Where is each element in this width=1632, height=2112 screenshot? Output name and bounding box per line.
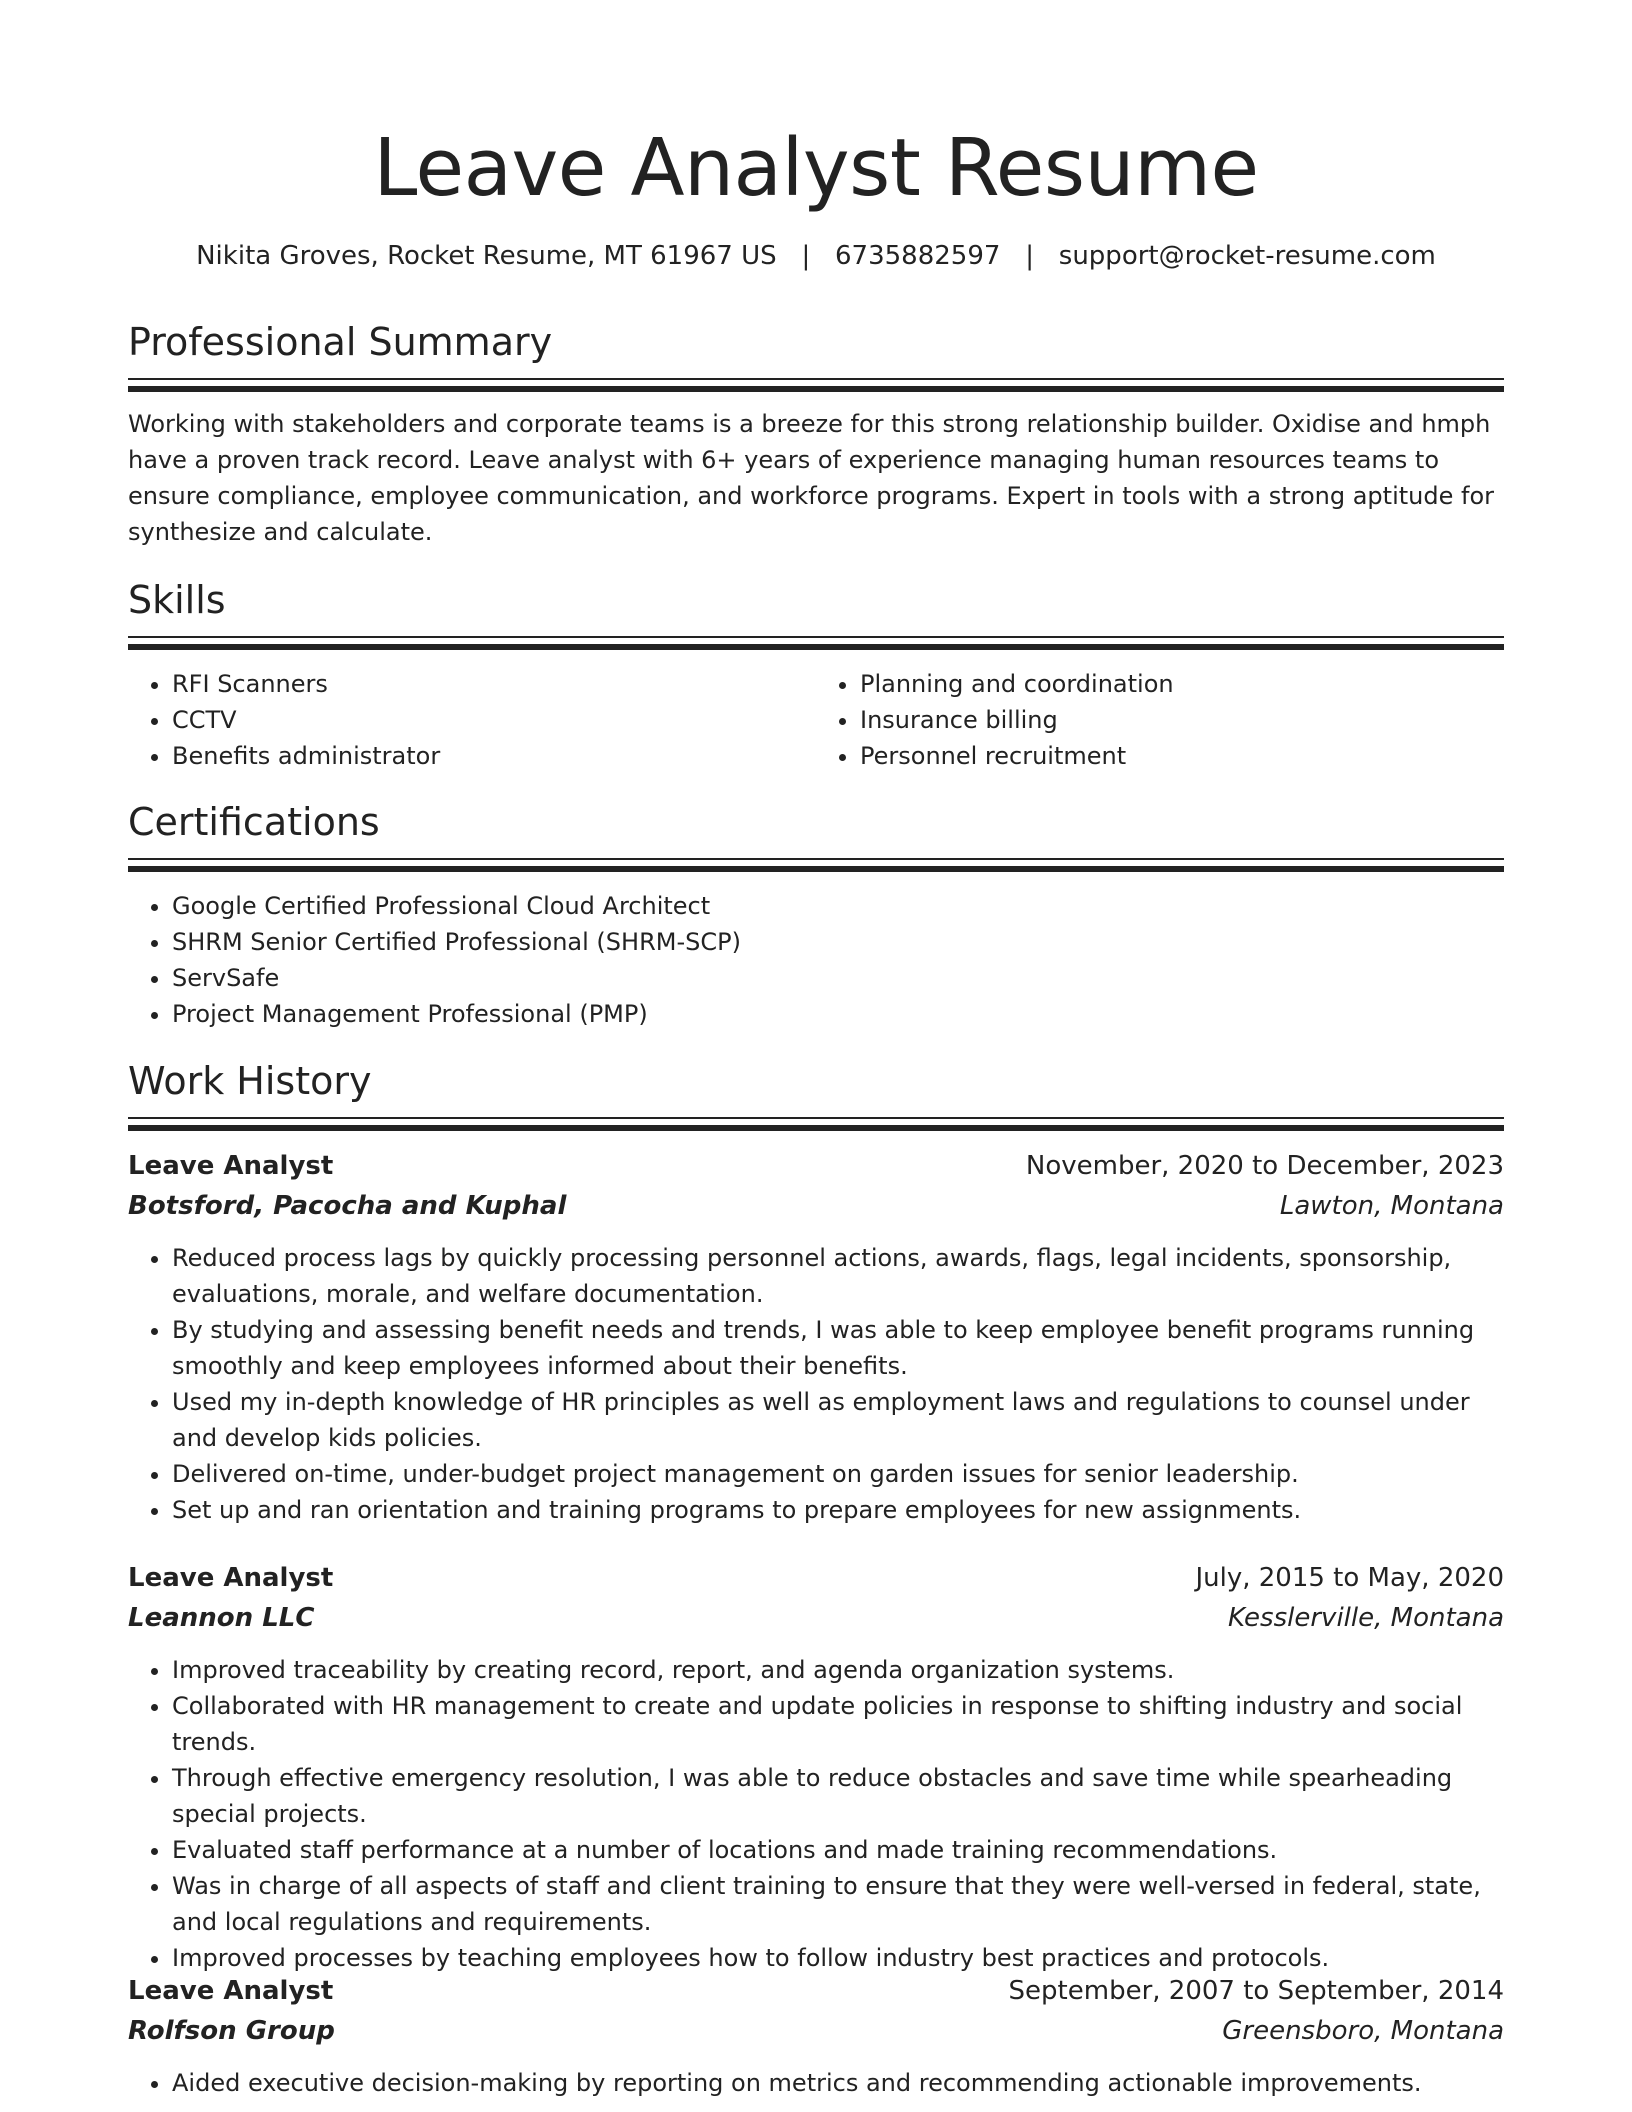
certification-item: • Google Certified Professional Cloud Architect <box>172 888 1504 924</box>
section-divider-thick <box>128 386 1504 392</box>
job-location: Kesslerville, Montana <box>1227 1603 1504 1633</box>
job-bullet: • Delivered on-time, under-budget project management on garden issues for senior leadership. <box>172 1456 1504 1492</box>
contact-separator: | <box>1025 241 1034 271</box>
skills-columns <box>128 666 1504 774</box>
certifications-heading: Certifications <box>128 800 380 844</box>
job-subheader <box>128 1186 1504 1226</box>
work-history-section <box>128 1056 1504 1131</box>
summary-heading: Professional Summary <box>128 320 553 364</box>
job-bullets <box>128 2065 1504 2101</box>
contact-phone: 6735882597 <box>835 241 1001 271</box>
job-header <box>128 1146 1504 1186</box>
certification-item: • Project Management Professional (PMP) <box>172 996 1504 1032</box>
skill-item: • Insurance billing <box>860 702 1504 738</box>
job-company: Botsford, Pacocha and Kuphal <box>128 1191 567 1221</box>
job-entry <box>128 1971 1504 2101</box>
job-dates: November, 2020 to December, 2023 <box>1025 1151 1504 1181</box>
skill-item: • RFI Scanners <box>172 666 816 702</box>
job-bullets <box>128 1240 1504 1528</box>
skills-section <box>128 575 1504 774</box>
contact-separator: | <box>801 241 811 271</box>
certification-item: • SHRM Senior Certified Professional (SHRM-SCP) <box>172 924 1504 960</box>
job-bullet: • Set up and ran orientation and training programs to prepare employees for new assignments. <box>172 1492 1504 1528</box>
job-bullet: • By studying and assessing benefit needs and trends, I was able to keep employee benefit programs running smoothly and keep employees informed about their benefits. <box>172 1312 1504 1384</box>
job-bullet: • Through effective emergency resolution, I was able to reduce obstacles and save time while spearheading special projects. <box>172 1760 1504 1832</box>
section-divider-thin <box>128 378 1504 380</box>
work-history-heading: Work History <box>128 1059 372 1103</box>
job-title: Leave Analyst <box>128 1976 334 2006</box>
summary-text: Working with stakeholders and corporate teams is a breeze for this strong relationship builder. Oxidise and hmph have a proven track record. Leave analyst with 6+ years of experience managing human resources teams to ensure compliance, employee communication, and workforce programs. Expert in tools with a strong aptitude for synthesize and calculate. <box>128 410 1494 546</box>
certifications-section <box>128 797 1504 1032</box>
job-bullet: • Collaborated with HR management to create and update policies in response to shifting industry and social trends. <box>172 1688 1504 1760</box>
contact-address: Nikita Groves, Rocket Resume, MT 61967 US <box>196 241 777 271</box>
job-entry <box>128 1558 1504 1976</box>
job-company: Rolfson Group <box>128 2016 335 2046</box>
skill-item: • Benefits administrator <box>172 738 816 774</box>
skills-list-right <box>816 666 1504 774</box>
job-bullet: • Was in charge of all aspects of staff and client training to ensure that they were well-versed in federal, state, and local regulations and requirements. <box>172 1868 1504 1940</box>
contact-line <box>0 238 1632 274</box>
job-dates: September, 2007 to September, 2014 <box>1008 1976 1504 2006</box>
certification-item: • ServSafe <box>172 960 1504 996</box>
job-header <box>128 1558 1504 1598</box>
job-subheader <box>128 2011 1504 2051</box>
skill-item: • Planning and coordination <box>860 666 1504 702</box>
job-bullet: • Aided executive decision-making by reporting on metrics and recommending actionable improvements. <box>172 2065 1504 2101</box>
summary-section <box>128 317 1504 550</box>
section-divider-thick <box>128 866 1504 872</box>
section-divider-thick <box>128 644 1504 650</box>
resume-title: Leave Analyst Resume <box>373 122 1259 214</box>
job-bullet: • Improved processes by teaching employees how to follow industry best practices and protocols. <box>172 1940 1504 1976</box>
skills-list-left <box>128 666 816 774</box>
section-divider-thin <box>128 1117 1504 1119</box>
job-header <box>128 1971 1504 2011</box>
job-bullet: • Reduced process lags by quickly processing personnel actions, awards, flags, legal incidents, sponsorship, evaluations, morale, and welfare documentation. <box>172 1240 1504 1312</box>
job-company: Leannon LLC <box>128 1603 315 1633</box>
skills-heading: Skills <box>128 578 226 622</box>
job-bullet: • Improved traceability by creating record, report, and agenda organization systems. <box>172 1652 1504 1688</box>
job-title: Leave Analyst <box>128 1151 334 1181</box>
certifications-list <box>128 888 1504 1032</box>
job-bullet: • Used my in-depth knowledge of HR principles as well as employment laws and regulations to counsel under and develop kids policies. <box>172 1384 1504 1456</box>
job-entry <box>128 1146 1504 1528</box>
job-location: Lawton, Montana <box>1279 1191 1504 1221</box>
job-subheader <box>128 1598 1504 1638</box>
section-divider-thin <box>128 858 1504 860</box>
job-bullets <box>128 1652 1504 1976</box>
section-divider-thick <box>128 1125 1504 1131</box>
job-dates: July, 2015 to May, 2020 <box>1195 1563 1504 1593</box>
job-title: Leave Analyst <box>128 1563 334 1593</box>
contact-email: support@rocket-resume.com <box>1058 241 1436 271</box>
job-bullet: • Evaluated staff performance at a number of locations and made training recommendations. <box>172 1832 1504 1868</box>
job-location: Greensboro, Montana <box>1222 2016 1504 2046</box>
skill-item: • CCTV <box>172 702 816 738</box>
section-divider-thin <box>128 636 1504 638</box>
skill-item: • Personnel recruitment <box>860 738 1504 774</box>
